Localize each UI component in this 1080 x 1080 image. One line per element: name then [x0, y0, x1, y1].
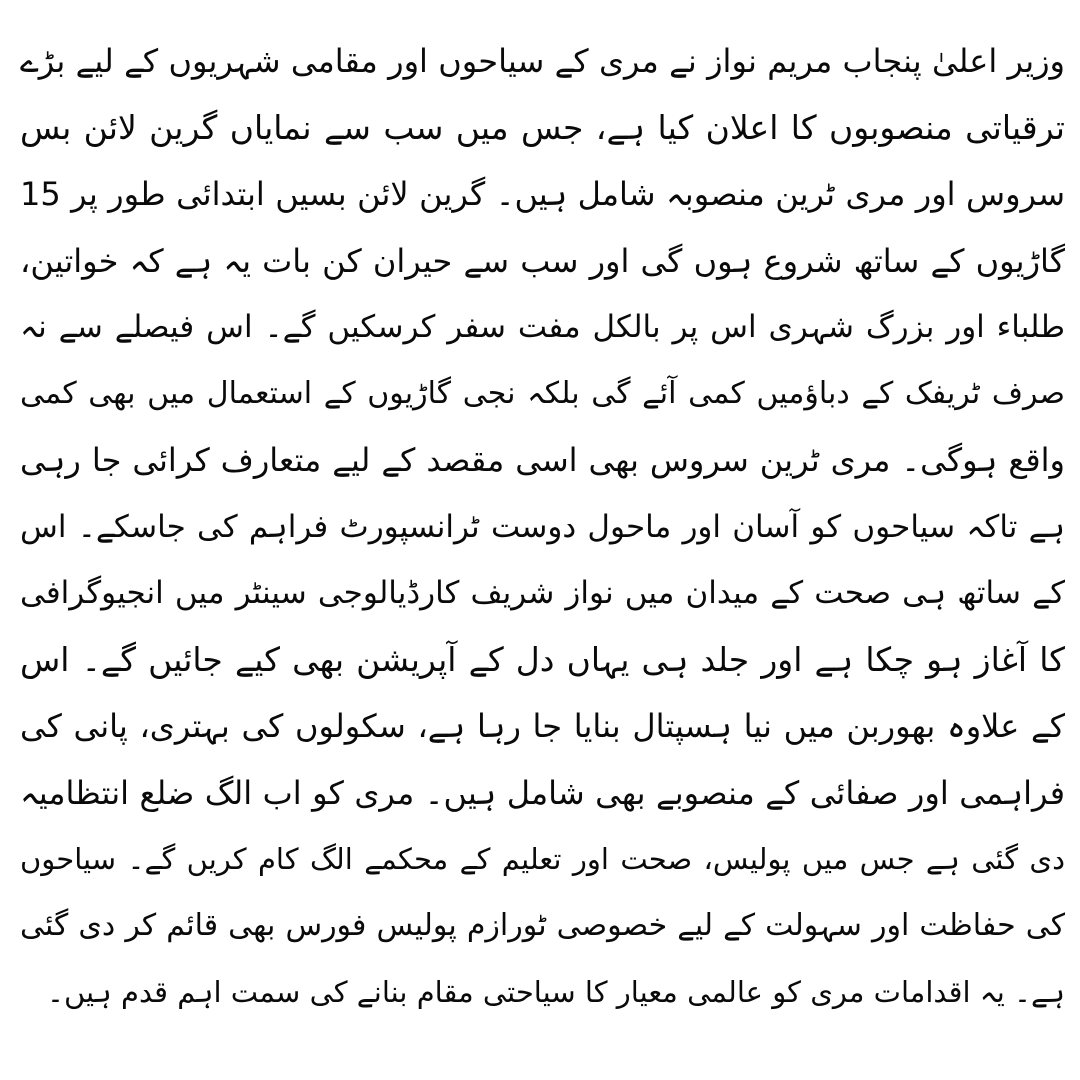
text-line: طلباء اور بزرگ شہری اس پر بالکل مفت سفر کرسکیں گے۔ اس فیصلے سے نہ	[20, 309, 1065, 345]
text-line: فراہمی اور صفائی کے منصوبے بھی شامل ہیں۔ مری کو اب الگ ضلع انتظامیہ	[20, 773, 1065, 812]
text-line: گاڑیوں کے ساتھ شروع ہوں گی اور سب سے حیران کن بات یہ ہے کہ خواتین،	[20, 241, 1065, 280]
text-line: سروس اور مری ٹرین منصوبہ شامل ہیں۔ گرین لائن بسیں ابتدائی طور پر 15	[20, 175, 1065, 213]
article-text	[20, 28, 1065, 1026]
text-line: کے علاوہ بھوربن میں نیا ہسپتال بنایا جا رہا ہے، سکولوں کی بہتری، پانی کی	[20, 707, 1065, 745]
text-line: کے ساتھ ہی صحت کے میدان میں نواز شریف کارڈیالوجی سینٹر میں انجیوگرافی	[20, 575, 1065, 611]
text-line: ہے۔ یہ اقدامات مری کو عالمی معیار کا سیاحتی مقام بنانے کی سمت اہم قدم ہیں۔	[46, 975, 1065, 1009]
text-line: صرف ٹریفک کے دباؤمیں کمی آئے گی بلکہ نجی گاڑیوں کے استعمال میں بھی کمی	[20, 375, 1065, 411]
text-line: ہے تاکہ سیاحوں کو آسان اور ماحول دوست ٹرانسپورٹ فراہم کی جاسکے۔ اس	[20, 508, 1065, 545]
text-line: کا آغاز ہو چکا ہے اور جلد ہی یہاں دل کے آپریشن بھی کیے جائیں گے۔ اس	[20, 639, 1065, 679]
text-line: وزیر اعلیٰ پنجاب مریم نواز نے مری کے سیاحوں اور مقامی شہریوں کے لیے بڑے	[20, 42, 1065, 80]
text-line: ترقیاتی منصوبوں کا اعلان کیا ہے، جس میں سب سے نمایاں گرین لائن بس	[20, 107, 1065, 147]
text-line: واقع ہوگی۔ مری ٹرین سروس بھی اسی مقصد کے لیے متعارف کرائی جا رہی	[20, 441, 1065, 479]
text-line: دی گئی ہے جس میں پولیس، صحت اور تعلیم کے محکمے الگ کام کریں گے۔ سیاحوں	[20, 842, 1065, 876]
text-line: کی حفاظت اور سہولت کے لیے خصوصی ٹورازم پولیس فورس بھی قائم کر دی گئی	[20, 907, 1065, 943]
